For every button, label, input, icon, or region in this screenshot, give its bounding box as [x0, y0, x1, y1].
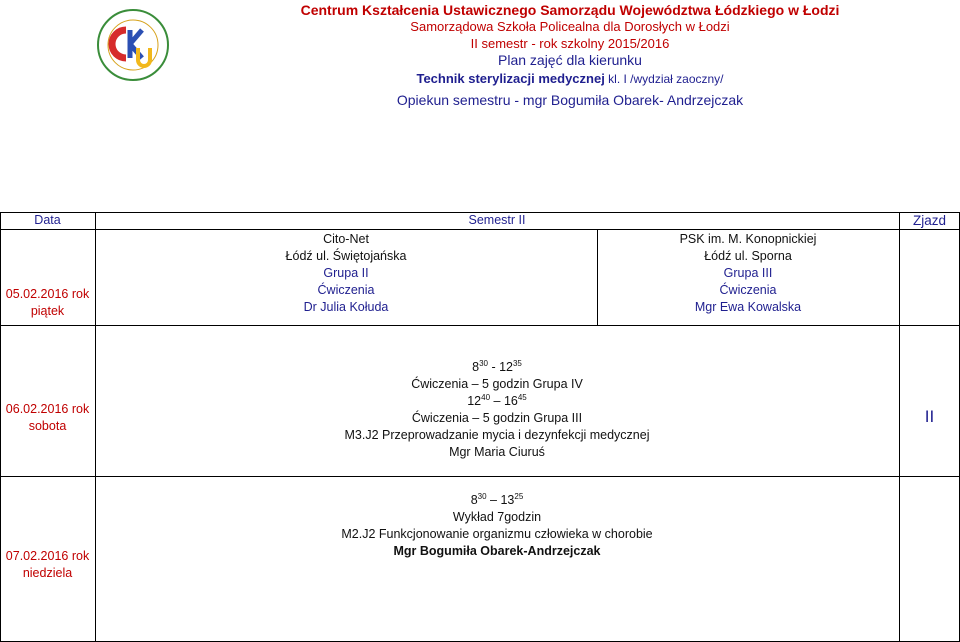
class-type: Ćwiczenia — [719, 283, 777, 297]
row2-class — [95, 359, 899, 461]
time-range: $8^{30} - 13^{25}$ — [470, 492, 524, 507]
class-info: Wykład 7godzin — [452, 510, 542, 524]
school-logo — [96, 8, 170, 82]
class-info: Ćwiczenia – 5 godzin Grupa IV — [411, 377, 583, 391]
location-address: Łódź ul. Świętojańska — [285, 249, 407, 263]
module-name: M3.J2 Przeprowadzanie mycia i dezynfekcji medycznej — [344, 428, 650, 442]
row3-date — [0, 548, 95, 582]
course-name: Technik sterylizacji medycznej — [416, 71, 605, 86]
institution-name: Centrum Kształcenia Ustawicznego Samorządu Województwa Łódzkiego w Łodzi — [300, 2, 840, 18]
course-title — [180, 71, 960, 86]
location-name: Cito-Net — [323, 232, 369, 246]
table-border — [899, 212, 900, 642]
teacher-name: Mgr Maria Ciuruś — [449, 445, 545, 459]
class-info: Ćwiczenia – 5 godzin Grupa III — [411, 411, 583, 425]
group-name: Grupa II — [323, 266, 369, 280]
day-text: piątek — [30, 304, 65, 318]
day-text: niedziela — [22, 566, 73, 580]
date-text: 05.02.2016 rok — [5, 287, 90, 301]
row3-class — [95, 492, 899, 560]
group-name: Grupa III — [723, 266, 773, 280]
date-text: 07.02.2016 rok — [5, 549, 90, 563]
schedule-table — [0, 212, 960, 642]
semester-supervisor: Opiekun semestru - mgr Bogumiła Obarek- Andrzejczak — [396, 92, 744, 108]
table-border — [0, 476, 960, 477]
col-date-header: Data — [34, 213, 61, 227]
col-zjazd-header: Zjazd — [912, 213, 946, 228]
school-year: II semestr - rok szkolny 2015/2016 — [470, 36, 670, 51]
zjazd-number: II — [924, 407, 935, 426]
document-header — [180, 0, 960, 112]
class-type: Ćwiczenia — [317, 283, 375, 297]
time-range-1: $8^{30} - 12^{35}$ — [472, 359, 522, 374]
location-address: Łódź ul. Sporna — [704, 249, 792, 263]
teacher-name: Mgr Bogumiła Obarek-Andrzejczak — [393, 544, 601, 558]
table-border — [0, 325, 960, 326]
plan-title: Plan zajęć dla kierunku — [498, 52, 642, 68]
time-range-2: $12^{40} - 16^{45}$ — [467, 393, 527, 408]
row1-right-class — [597, 231, 899, 316]
row1-left-class — [95, 231, 597, 316]
col-semester-header: Semestr II — [468, 213, 526, 227]
module-name: M2.J2 Funkcjonowanie organizmu człowieka w chorobie — [341, 527, 653, 541]
teacher-name: Dr Julia Kołuda — [303, 300, 389, 314]
day-text: sobota — [28, 419, 67, 433]
date-text: 06.02.2016 rok — [5, 402, 90, 416]
row1-date — [0, 286, 95, 320]
table-border — [0, 229, 960, 230]
school-name: Samorządowa Szkoła Policealna dla Dorosłych w Łodzi — [410, 19, 730, 34]
location-name: PSK im. M. Konopnickiej — [679, 232, 817, 246]
row2-date — [0, 401, 95, 435]
teacher-name: Mgr Ewa Kowalska — [694, 300, 802, 314]
course-class: kl. I /wydział zaoczny/ — [604, 72, 724, 86]
